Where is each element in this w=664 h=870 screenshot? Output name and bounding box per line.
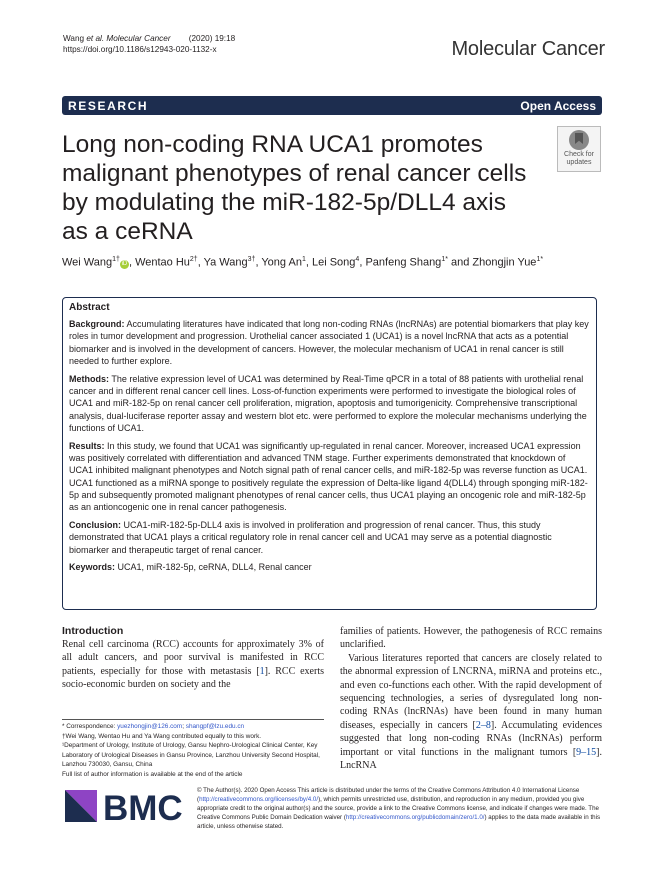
author-affiliation-marker: 1*	[536, 256, 544, 263]
license-statement	[197, 786, 607, 831]
body-column-left	[62, 625, 324, 692]
abstract-results	[69, 440, 589, 514]
author-affiliation-marker: 1*	[441, 256, 448, 263]
reference-link[interactable]: 9–15	[576, 746, 597, 758]
author-name[interactable]: Zhongjin Yue	[472, 256, 537, 269]
author-affiliation-marker: 3†	[247, 256, 256, 263]
results-label: Results:	[69, 440, 105, 451]
citation-year: (2020) 19:18	[188, 34, 236, 43]
license-link[interactable]: http://creativecommons.org/publicdomain/zero/1.0/	[345, 814, 485, 821]
bmc-logo-text: BMC	[103, 789, 183, 824]
author-info-note: Full list of author information is available at the end of the article	[62, 770, 243, 778]
author-affiliation-marker: 2†	[189, 256, 198, 263]
author-separator: and	[447, 256, 473, 269]
abstract-background	[69, 318, 589, 367]
bmc-logo	[65, 788, 187, 824]
author-name[interactable]: Ya Wang	[203, 256, 248, 269]
open-access-label: Open Access	[520, 99, 596, 113]
author-separator: ,	[359, 256, 366, 269]
equal-contribution-note: †Wei Wang, Wentao Hu and Ya Wang contributed equally to this work.	[62, 732, 262, 740]
citation-authors: Wang	[63, 34, 87, 43]
intro-text: Renal cell carcinoma (RCC) accounts for approximately 3% of all adult cancers, and poor survival is manifested in RCC patients, especially for those with metastasis [	[62, 639, 324, 677]
crossmark-label-1: Check for	[564, 151, 594, 158]
footnote-divider	[62, 719, 324, 720]
license-text: © The Author(s). 2020 Open Access This article is distributed under the terms of the Creative Commons Attribution 4.0 International License (	[197, 787, 580, 803]
author-name[interactable]: Lei Song	[311, 256, 356, 269]
author-separator: ,	[197, 256, 204, 269]
author-name[interactable]: Wentao Hu	[135, 256, 190, 269]
methods-label: Methods:	[69, 373, 109, 384]
crossmark-icon	[569, 130, 589, 150]
check-for-updates-button[interactable]	[557, 126, 601, 172]
background-text: Accumulating literatures have indicated that long non-coding RNAs (lncRNAs) are potential biomarkers that play key roles in tumor development and progression. Urothelial cancer associated 1 (UCA1) is a novel lncRNA that acts as a potential biomarker and is involved in the development of cancers. However, the molecular mechanism of UCA1 in renal cancer is still needed to further explore.	[69, 319, 589, 366]
doi-link[interactable]: https://doi.org/10.1186/s12943-020-1132-x	[63, 45, 217, 54]
email-link[interactable]: shangpf@lzu.edu.cn	[185, 723, 245, 730]
intro-paragraph-1	[62, 638, 324, 692]
affiliation-note: ¹Department of Urology, Institute of Urology, Gansu Nephro-Urological Clinical Center, Key Laboratory of Urological Diseases in Gansu Province, Lanzhou University Second Hospital, Lanzhou 730030, Gansu, China	[62, 742, 320, 768]
journal-name: Molecular Cancer	[451, 38, 605, 60]
intro-paragraph-2	[340, 652, 602, 773]
license-text: ), which permits unrestricted use, distribution, and reproduction in any medium, provided you give appropriate credit to the original author(s) and the source, provide a link to the Creative Commons license, and indicate if changes were made. The Creative Commons Public Domain Dedication waiver (	[197, 796, 599, 821]
author-name[interactable]: Wei Wang	[62, 256, 113, 269]
abstract-keywords	[69, 561, 589, 573]
article-title: Long non-coding RNA UCA1 promotes malignant phenotypes of renal cancer cells by modulating the miR-182-5p/DLL4 axis as a ceRNA	[62, 131, 527, 245]
citation-header	[63, 33, 235, 55]
abstract-conclusion	[69, 519, 589, 556]
methods-text: The relative expression level of UCA1 was determined by Real-Time qPCR in a total of 88 patients with urothelial renal cancer and in different renal cancer cell lines. Loss-of-function experiments were performed to investigate the biological roles of UCA1 and miR-182-5p on renal cancer cell proliferation, migration, apoptosis and tumorigenicity. Comprehensive transcriptional analysis, dual-luciferase reporter assay and western blot etc. were performed to explore the molecular mechanisms underlying the functions of UCA1.	[69, 373, 587, 433]
background-label: Background:	[69, 319, 125, 329]
intro-paragraph-1-cont: families of patients. However, the pathogenesis of RCC remains unclarified.	[340, 626, 602, 651]
results-text: In this study, we found that UCA1 was significantly up-regulated in renal cancer. Moreover, increased UCA1 expression was positively correlated with differentiation and advanced TNM stage. Further experiments demonstrated that knockdown of UCA1 inhibited malignant phenotypes and Notch signal path of renal cancer cells, and miR-182-5p was reverse function as UCA1. UCA1 functioned as a miRNA sponge to positively regulate the expression of Delta-like ligand 4(DLL4) through sponging miR-182-5p and subsequently promoted malignant phenotypes of renal cancer cells, thus UCA1 playing an oncogenic role and miR-182-5p as an antioncogenic one in renal cancer pathogenesis.	[69, 440, 588, 513]
author-name[interactable]: Yong An	[261, 256, 302, 269]
correspondence-label: * Correspondence:	[62, 723, 118, 730]
author-separator: ,	[255, 256, 262, 269]
abstract-box	[62, 297, 597, 610]
reference-link[interactable]: 1	[259, 665, 265, 677]
author-affiliation-marker: 1†	[112, 256, 120, 263]
conclusion-label: Conclusion:	[69, 519, 121, 530]
abstract-methods	[69, 373, 589, 434]
license-text: ) applies to the data made available in this article, unless otherwise stated.	[197, 814, 601, 830]
author-separator: ,	[128, 256, 136, 269]
orcid-icon[interactable]: iD	[121, 260, 128, 267]
abstract-heading: Abstract	[69, 302, 110, 313]
citation-journal: et al. Molecular Cancer	[86, 34, 171, 43]
conclusion-text: UCA1-miR-182-5p-DLL4 axis is involved in proliferation and progression of renal cancer. Thus, this study demonstrated that UCA1 plays a critical regulatory role in renal cancer cell and UCA1 may serve as a potential diagnostic biomarker and therapeutic target of renal cancer.	[69, 519, 552, 555]
author-separator: ,	[305, 256, 312, 269]
author-list	[62, 256, 543, 269]
article-type-banner	[62, 96, 602, 115]
intro-text: ]. RCC exerts socio-economic burden on society and the	[62, 665, 324, 691]
author-affiliation-marker: 1	[301, 256, 306, 263]
email-link[interactable]: yuezhongjin@126.com	[117, 723, 183, 730]
author-affiliation-marker: 4	[355, 256, 360, 263]
footnotes	[62, 722, 327, 779]
license-link[interactable]: http://creativecommons.org/licenses/by/4.0/	[199, 796, 319, 803]
keywords-label: Keywords:	[69, 562, 116, 573]
intro-text: Various literatures reported that cancers are closely related to the abnormal expression of LNCRNA, miRNA and proteins etc., and even co-functions each other. With the rapid development of sequencing technologies, a series of dysregulated long non-coding RNAs (lncRNAs) have been found in many human diseases, especially in cancers [	[340, 652, 602, 731]
email-separator: ;	[182, 723, 186, 730]
article-type: RESEARCH	[68, 99, 149, 113]
reference-link[interactable]: 2–8	[475, 719, 491, 731]
keywords-text: UCA1, miR-182-5p, ceRNA, DLL4, Renal cancer	[115, 562, 312, 573]
introduction-heading: Introduction	[62, 625, 124, 637]
author-name[interactable]: Panfeng Shang	[365, 256, 442, 269]
body-column-right	[340, 625, 602, 772]
intro-text: ]. LncRNA	[340, 746, 602, 772]
crossmark-label-2: updates	[566, 158, 592, 166]
intro-text: ]. Accumulating evidences suggested that long non-coding RNAs (lncRNAs) perform important or vital functions in the malignant tumors [	[340, 719, 602, 758]
